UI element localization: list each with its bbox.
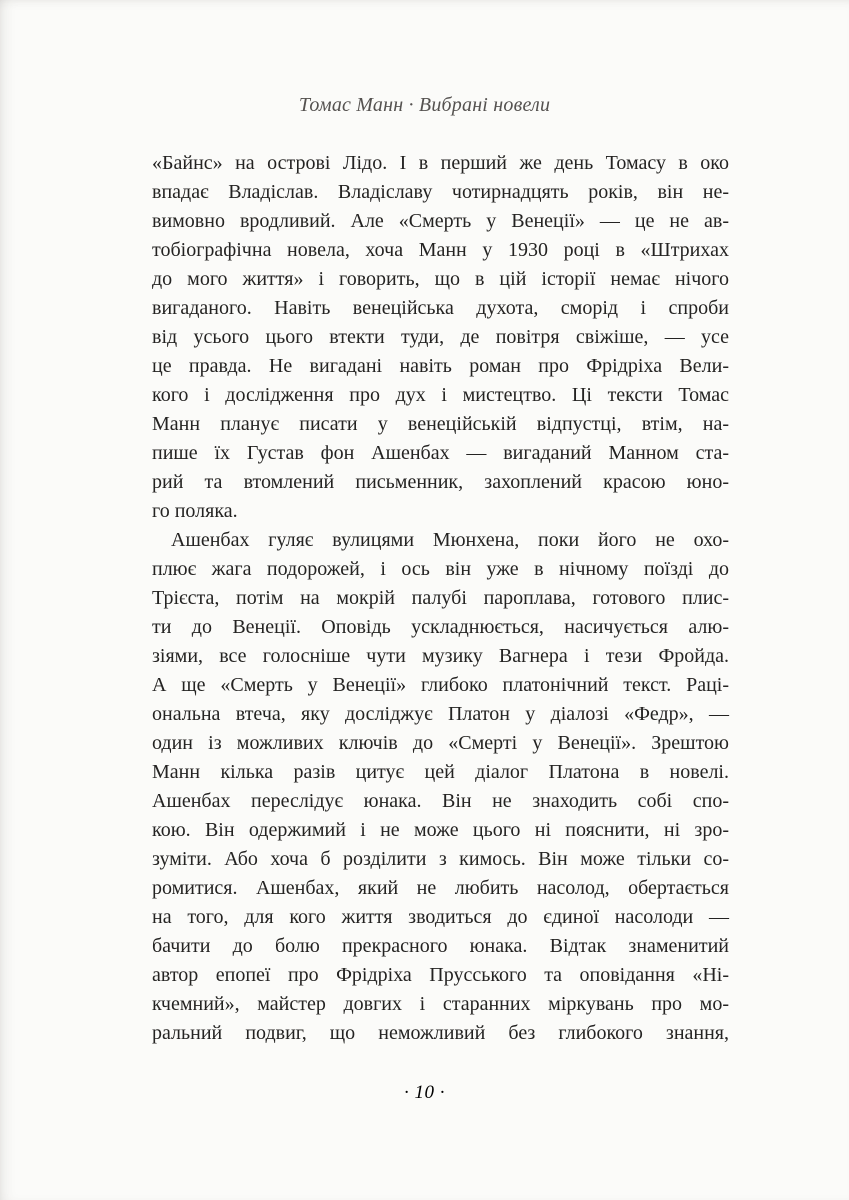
text-line: «Байнс» на острові Лідо. І в перший же день Томасу в око — [152, 152, 729, 174]
text-line: кою. Він одержимий і не може цього ні пояснити, ні зро- — [152, 819, 729, 841]
text-line: впадає Владіслав. Владіславу чотирнадцять років, він не- — [152, 181, 729, 203]
text-line: кого і дослідження про дух і мистецтво. Ці тексти Томас — [152, 384, 729, 406]
text-line: це правда. Не вигадані навіть роман про Фрідріха Вели- — [152, 355, 729, 377]
text-line: один із можливих ключів до «Смерті у Венеції». Зрештою — [152, 732, 729, 754]
text-line: ромитися. Ашенбах, який не любить насолод, обертається — [152, 877, 729, 899]
body-text — [152, 149, 729, 1048]
text-line: зіями, все голосніше чути музику Вагнера і тези Фройда. — [152, 645, 729, 667]
running-header: Томас Манн · Вибрані новели — [298, 94, 551, 116]
text-line: ральний подвиг, що неможливий без глибокого знання, — [152, 1022, 729, 1044]
text-line: на того, для кого життя зводиться до єдиної насолоди — — [152, 906, 729, 928]
text-line: Манн планує писати у венеційській відпустці, втім, на- — [152, 413, 729, 435]
text-line: пише їх Густав фон Ашенбах — вигаданий Манном ста- — [152, 442, 729, 464]
text-line: зуміти. Або хоча б розділити з кимось. Він може тільки со- — [152, 848, 729, 870]
page-number: · 10 · — [404, 1082, 445, 1103]
text-line: кчемний», майстер довгих і старанних міркувань про мо- — [152, 993, 729, 1015]
text-line: Трієста, потім на мокрій палубі пароплава, готового плис- — [152, 587, 729, 609]
text-line: го поляка. — [152, 500, 238, 522]
text-line: вимовно вродливий. Але «Смерть у Венеції» — це не ав- — [152, 210, 729, 232]
text-line: Ашенбах переслідує юнака. Він не знаходить собі спо- — [152, 790, 729, 812]
text-line: А ще «Смерть у Венеції» глибоко платонічний текст. Раці- — [152, 674, 729, 696]
text-line: вигаданого. Навіть венеційська духота, сморід і спроби — [152, 297, 729, 319]
text-line: ти до Венеції. Оповідь ускладнюється, насичується алю- — [152, 616, 729, 638]
text-line: Ашенбах гуляє вулицями Мюнхена, поки його не охо- — [171, 529, 729, 551]
text-line: автор епопеї про Фрідріха Прусського та оповідання «Ні- — [152, 964, 729, 986]
text-line: тобіографічна новела, хоча Манн у 1930 році в «Штрихах — [152, 239, 729, 261]
text-line: Манн кілька разів цитує цей діалог Платона в новелі. — [152, 761, 729, 783]
text-line: рий та втомлений письменник, захоплений красою юно- — [152, 471, 729, 493]
text-line: бачити до болю прекрасного юнака. Відтак знаменитий — [152, 935, 729, 957]
text-line: ональна втеча, яку досліджує Платон у діалозі «Федр», — — [152, 703, 729, 725]
text-line: до мого життя» і говорить, що в цій історії немає нічого — [152, 268, 729, 290]
text-line: від усього цього втекти туди, де повітря свіжіше, — усе — [152, 326, 729, 348]
text-line: плює жага подорожей, і ось він уже в нічному поїзді до — [152, 558, 729, 580]
